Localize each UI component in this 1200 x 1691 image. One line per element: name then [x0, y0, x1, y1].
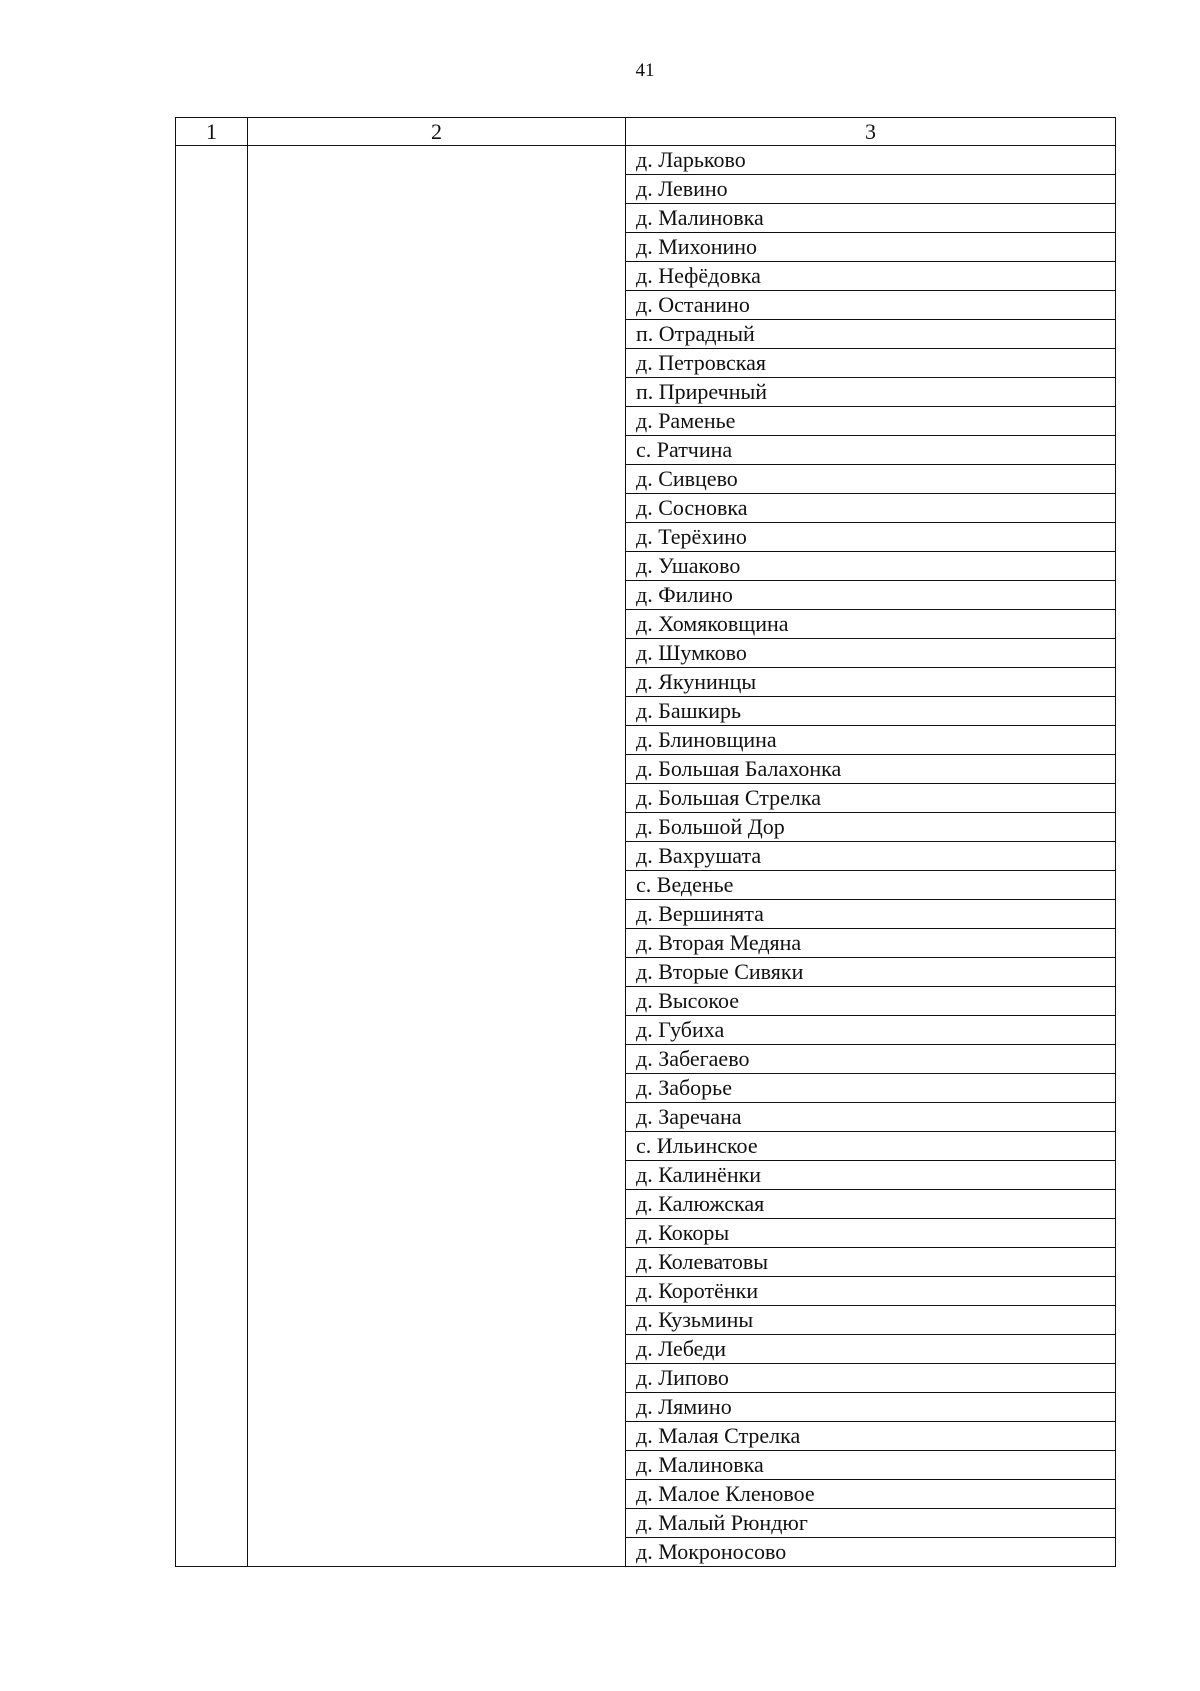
settlement-name: д. Нефёдовка	[626, 262, 1116, 291]
settlement-name: д. Лебеди	[626, 1335, 1116, 1364]
settlement-name: д. Блиновщина	[626, 726, 1116, 755]
settlement-name: д. Башкирь	[626, 697, 1116, 726]
settlement-name: с. Веденье	[626, 871, 1116, 900]
settlement-name: д. Вершинята	[626, 900, 1116, 929]
settlement-name: с. Ратчина	[626, 436, 1116, 465]
settlement-name: д. Большой Дор	[626, 813, 1116, 842]
settlement-name: д. Шумково	[626, 639, 1116, 668]
settlement-name: д. Останино	[626, 291, 1116, 320]
settlement-name: д. Заборье	[626, 1074, 1116, 1103]
settlement-name: д. Заречана	[626, 1103, 1116, 1132]
settlement-name: д. Кокоры	[626, 1219, 1116, 1248]
settlement-name: д. Ушаково	[626, 552, 1116, 581]
settlement-name: д. Калинёнки	[626, 1161, 1116, 1190]
settlement-name: д. Сосновка	[626, 494, 1116, 523]
settlement-name: д. Левино	[626, 175, 1116, 204]
settlement-name: с. Ильинское	[626, 1132, 1116, 1161]
settlement-name: д. Липово	[626, 1364, 1116, 1393]
settlement-name: п. Приречный	[626, 378, 1116, 407]
settlement-name: д. Малый Рюндюг	[626, 1509, 1116, 1538]
header-col-1: 1	[176, 118, 248, 146]
settlement-name: д. Большая Балахонка	[626, 755, 1116, 784]
settlement-name: д. Якунинцы	[626, 668, 1116, 697]
settlement-name: д. Малое Кленовое	[626, 1480, 1116, 1509]
settlement-name: д. Высокое	[626, 987, 1116, 1016]
table-header	[176, 118, 1116, 146]
settlement-name: д. Малая Стрелка	[626, 1422, 1116, 1451]
settlement-name: д. Филино	[626, 581, 1116, 610]
settlement-name: д. Забегаево	[626, 1045, 1116, 1074]
settlement-name: д. Мокроносово	[626, 1538, 1116, 1567]
settlement-name: д. Большая Стрелка	[626, 784, 1116, 813]
table-row	[176, 146, 1116, 175]
settlement-name: д. Сивцево	[626, 465, 1116, 494]
settlement-name: д. Губиха	[626, 1016, 1116, 1045]
settlement-name: д. Малиновка	[626, 204, 1116, 233]
settlement-name: д. Терёхино	[626, 523, 1116, 552]
settlement-name: д. Раменье	[626, 407, 1116, 436]
settlement-name: д. Кузьмины	[626, 1306, 1116, 1335]
col-1-merged-cell	[176, 146, 248, 1567]
header-col-3: 3	[626, 118, 1116, 146]
table-body	[176, 146, 1116, 1567]
page-number: 41	[635, 60, 655, 81]
settlement-name: д. Ларьково	[626, 146, 1116, 175]
settlement-name: д. Михонино	[626, 233, 1116, 262]
settlement-name: д. Хомяковщина	[626, 610, 1116, 639]
settlement-name: д. Петровская	[626, 349, 1116, 378]
settlement-name: д. Лямино	[626, 1393, 1116, 1422]
col-2-merged-cell	[248, 146, 626, 1567]
settlement-name: д. Коротёнки	[626, 1277, 1116, 1306]
header-row	[176, 118, 1116, 146]
settlement-name: п. Отрадный	[626, 320, 1116, 349]
settlement-name: д. Вторые Сивяки	[626, 958, 1116, 987]
settlement-name: д. Вахрушата	[626, 842, 1116, 871]
settlements-table	[175, 117, 1116, 1567]
settlement-name: д. Малиновка	[626, 1451, 1116, 1480]
settlement-name: д. Вторая Медяна	[626, 929, 1116, 958]
settlement-name: д. Колеватовы	[626, 1248, 1116, 1277]
header-col-2: 2	[248, 118, 626, 146]
settlement-name: д. Калюжская	[626, 1190, 1116, 1219]
